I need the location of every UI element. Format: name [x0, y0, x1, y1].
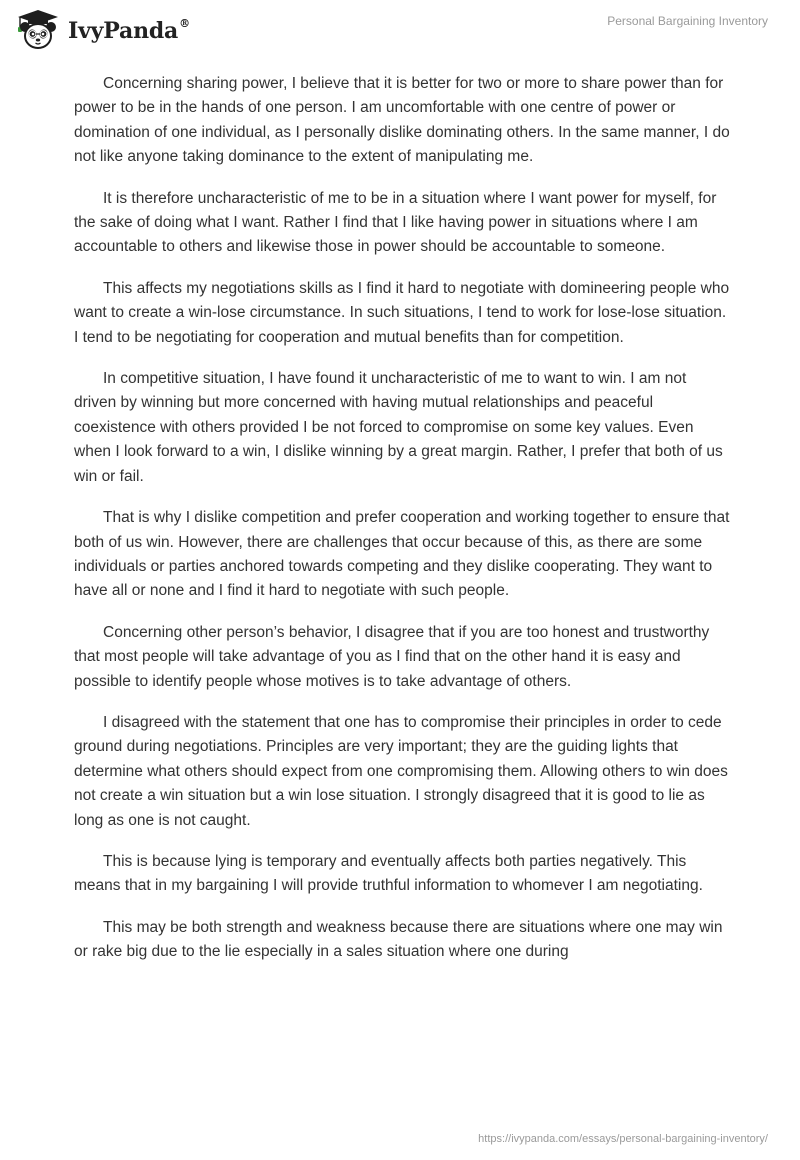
source-url-link[interactable]: https://ivypanda.com/essays/personal-bargaining-inventory/ — [478, 1133, 768, 1145]
paragraph: Concerning other person’s behavior, I disagree that if you are too honest and trustworthy that most people will take advantage of you as I find that on the other hand it is easy and possible to identify people whose motives is to take advantage of others. — [74, 623, 710, 690]
paragraph: This may be both strength and weakness because there are situations where one may win or rake big due to the lie especially in a sales situation where one during — [74, 918, 723, 961]
paragraph: In competitive situation, I have found it uncharacteristic of me to want to win. I am not driven by winning but more concerned with having mutual relationships and peaceful coexistence with others provided I be not forced to compromise on some key values. Even when I look forward to a win, I dislike winning by a great margin. Rather, I prefer that both of us win or fail. — [74, 370, 723, 485]
paragraph: Concerning sharing power, I believe that it is better for two or more to share power than for power to be in the hands of one person. I am uncomfortable with one centre of power or domination of one individual, as I personally dislike dominating others. In the same manner, I do not like anyone taking dominance to the extent of manipulating me. — [74, 75, 730, 166]
panda-graduate-icon — [14, 8, 62, 52]
page-header — [0, 0, 800, 62]
paragraph: This is because lying is temporary and eventually affects both parties negatively. This means that in my bargaining I will provide truthful information to whomever I am negotiating. — [74, 852, 703, 895]
paragraph: It is therefore uncharacteristic of me to be in a situation where I want power for myself, for the sake of doing what I want. Rather I find that I like having power in situations where I am accountable to others and likewise those in power should be accountable to someone. — [74, 189, 717, 256]
document-title: Personal Bargaining Inventory — [607, 14, 768, 28]
paragraph: That is why I dislike competition and prefer cooperation and working together to ensure that both of us win. However, there are challenges that occur because of this, as there are some individuals or parties anchored towards competing and they dislike cooperating. They want to have all or none and I find it hard to negotiate with such people. — [74, 509, 730, 600]
brand-name: IvyPanda® — [68, 16, 190, 44]
paragraph: I disagreed with the statement that one has to compromise their principles in order to cede ground during negotiations. Principles are very important; they are the guiding lights that determine what others should expect from one compromising them. Allowing others to win does not create a win situation but a win lose situation. I strongly disagreed that it is good to lie as long as one is not caught. — [74, 713, 728, 829]
paragraph: This affects my negotiations skills as I find it hard to negotiate with domineering people who want to create a win-lose circumstance. In such situations, I tend to work for lose-lose situation. I tend to be negotiating for cooperation and mutual benefits than for competition. — [74, 279, 730, 346]
essay-body — [74, 72, 730, 982]
ivypanda-logo[interactable] — [14, 8, 190, 52]
registered-mark: ® — [179, 16, 190, 30]
